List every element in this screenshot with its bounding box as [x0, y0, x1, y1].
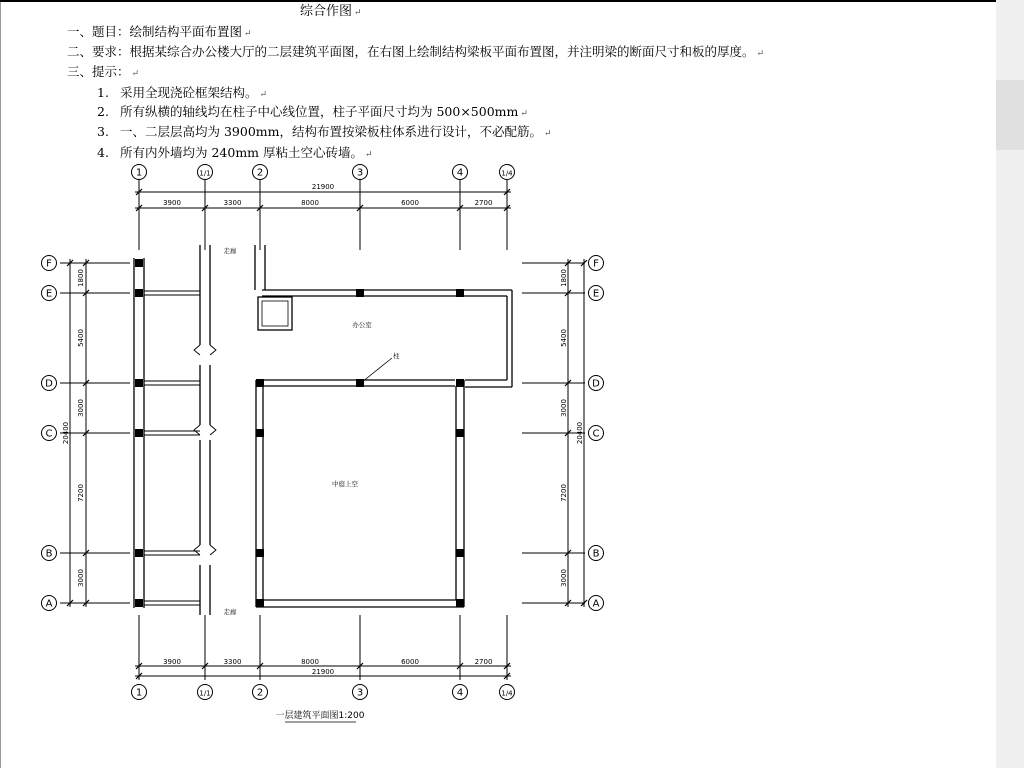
vertical-scrollbar[interactable]: [996, 0, 1024, 768]
axis-label: C: [592, 428, 600, 440]
dimension-label: 3000: [560, 569, 568, 587]
column-square: [256, 379, 264, 387]
axis-label: 1/1: [199, 169, 211, 178]
corridor-label: 走廊: [223, 247, 237, 255]
column-square: [256, 429, 264, 437]
axis-label: 1/4: [501, 689, 513, 698]
office-label: 办公室: [352, 321, 372, 329]
dimension-total-label: 21900: [311, 183, 335, 191]
axis-label: 1: [135, 687, 143, 699]
dimension-label: 1800: [560, 269, 568, 287]
column-note-label: 柱: [393, 352, 400, 360]
hints-heading: 三、提示： ↵: [67, 64, 140, 79]
dimension-label: 1800: [77, 269, 85, 287]
hint-number: 4.: [97, 145, 109, 160]
column-square: [135, 549, 143, 557]
dimension-label: 8000: [301, 199, 319, 207]
hint-text: 一、二层层高均为 3900mm，结构布置按梁板柱体系进行设计，不必配筋。 ↵: [120, 124, 552, 139]
axis-label: 3: [356, 687, 364, 699]
hint-number: 3.: [97, 124, 109, 139]
axis-label: F: [46, 258, 52, 270]
dimension-label: 3900: [163, 658, 181, 666]
dimension-label: 3000: [560, 399, 568, 417]
column-square: [456, 599, 464, 607]
column-square: [135, 259, 143, 267]
axis-label: 4: [456, 687, 464, 699]
hint-text: 所有内外墙均为 240mm 厚粘土空心砖墙。 ↵: [120, 145, 373, 160]
dimension-label: 7200: [77, 484, 85, 502]
column-square: [456, 429, 464, 437]
axis-label: B: [592, 548, 600, 560]
door-swing: [194, 425, 216, 435]
dimension-label: 5400: [560, 329, 568, 347]
dimension-label: 3900: [163, 199, 181, 207]
hint-number: 2.: [97, 104, 109, 119]
axis-label: D: [45, 378, 53, 390]
scrollbar-thumb[interactable]: [996, 80, 1024, 150]
column-square: [135, 289, 143, 297]
axis-label: 3: [356, 167, 364, 179]
column-square: [456, 289, 464, 297]
axis-label: E: [45, 288, 53, 300]
axis-label: A: [45, 598, 53, 610]
corridor-label: 走廊: [223, 608, 237, 616]
axis-label: C: [45, 428, 53, 440]
column-square: [356, 289, 364, 297]
axis-label: E: [592, 288, 600, 300]
dimension-label: 3000: [77, 399, 85, 417]
axis-label: 1/4: [501, 169, 513, 178]
column-square: [256, 549, 264, 557]
dimension-label: 6000: [401, 199, 419, 207]
dimension-label: 5400: [77, 329, 85, 347]
dimension-label: 3300: [223, 658, 242, 666]
column-square: [356, 379, 364, 387]
hint-text: 所有纵横的轴线均在柱子中心线位置，柱子平面尺寸均为 500×500mm ↵: [120, 104, 528, 119]
dimension-label: 3300: [223, 199, 242, 207]
axis-label: 4: [456, 167, 464, 179]
dimension-total-label: 20400: [576, 421, 584, 445]
axis-label: 1/1: [199, 689, 211, 698]
door-swing: [194, 545, 216, 555]
axis-label: A: [592, 598, 600, 610]
axis-label: B: [45, 548, 53, 560]
column-square: [135, 599, 143, 607]
column-square: [135, 379, 143, 387]
axis-label: 1: [135, 167, 143, 179]
column-square: [456, 379, 464, 387]
hint-number: 1.: [97, 85, 109, 100]
requirement-line: 二、要求：根据某综合办公楼大厅的二层建筑平面图，在右图上绘制结构梁板平面布置图，并注明梁的断面尺寸和板的厚度。 ↵: [67, 44, 765, 59]
dimension-label: 3000: [77, 569, 85, 587]
dimension-label: 8000: [301, 658, 319, 666]
dimension-total-label: 20400: [62, 421, 70, 445]
dimension-label: 6000: [401, 658, 419, 666]
axis-label: F: [593, 258, 599, 270]
axis-label: 2: [256, 687, 264, 699]
dimension-label: 2700: [474, 199, 493, 207]
axis-label: 2: [256, 167, 264, 179]
column-square: [135, 429, 143, 437]
dimension-total-label: 21900: [311, 668, 335, 676]
leader-line: [362, 358, 392, 382]
document-title: 综合作图 ↵: [300, 4, 362, 19]
column-square: [256, 599, 264, 607]
column-square: [456, 549, 464, 557]
axis-label: D: [592, 378, 600, 390]
topic-line: 一、题目：绘制结构平面布置图 ↵: [67, 24, 252, 39]
atrium-label: 中庭上空: [332, 480, 358, 488]
small-room-wall: [258, 297, 292, 330]
hint-text: 采用全现浇砼框架结构。 ↵: [120, 85, 268, 100]
door-swing: [194, 345, 216, 355]
dimension-label: 7200: [560, 484, 568, 502]
dimension-label: 2700: [474, 658, 493, 666]
small-room-wall: [262, 301, 288, 326]
drawing-caption: 一层建筑平面图1:200: [275, 711, 365, 721]
